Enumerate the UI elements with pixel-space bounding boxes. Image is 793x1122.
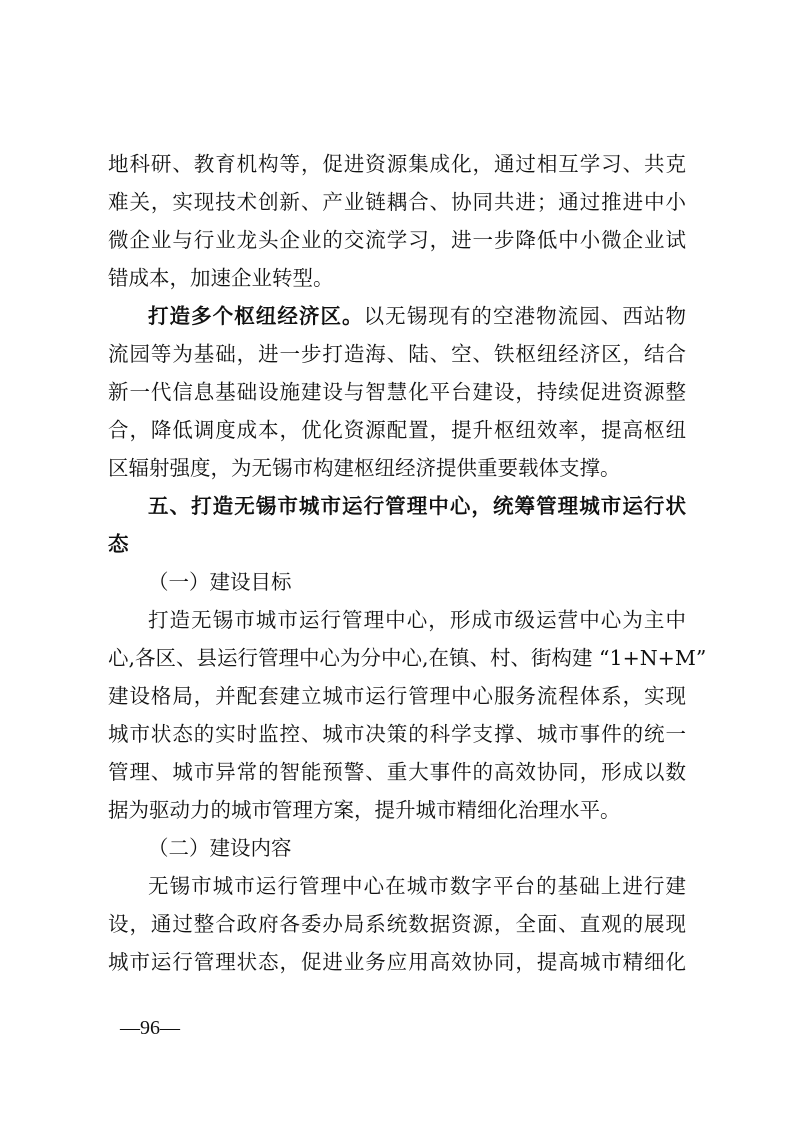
paragraph-first-line <box>148 304 686 328</box>
paragraph-line: 城市状态的实时监控、城市决策的科学支撑、城市事件的统一 <box>108 722 686 746</box>
section-heading-continued: 态 <box>108 532 129 556</box>
paragraph-line: 设，通过整合政府各委办局系统数据资源，全面、直观的展现 <box>108 912 686 936</box>
subheading-goals: （一）建设目标 <box>148 570 292 594</box>
paragraph-line: 建设格局，并配套建立城市运行管理中心服务流程体系，实现 <box>108 684 686 708</box>
section-heading: 五、打造无锡市城市运行管理中心，统筹管理城市运行状 <box>148 494 686 518</box>
paragraph-line: 合，降低调度成本，优化资源配置，提升枢纽效率，提高枢纽 <box>108 418 686 442</box>
paragraph-line: 管理、城市异常的智能预警、重大事件的高效协同，形成以数 <box>108 760 686 784</box>
paragraph-lead-bold: 打造多个枢纽经济区。 <box>148 304 364 328</box>
paragraph-line: 新一代信息基础设施建设与智慧化平台建设，持续促进资源整 <box>108 380 686 404</box>
paragraph-line: 城市运行管理状态，促进业务应用高效协同，提高城市精细化 <box>108 950 686 974</box>
paragraph-line: 流园等为基础，进一步打造海、陆、空、铁枢纽经济区，结合 <box>108 342 686 366</box>
paragraph-line-rest: 以无锡现有的空港物流园、西站物 <box>363 304 686 328</box>
paragraph-line: 区辐射强度，为无锡市构建枢纽经济提供重要载体支撑。 <box>108 456 621 480</box>
paragraph-line: 据为驱动力的城市管理方案，提升城市精细化治理水平。 <box>108 798 621 822</box>
paragraph-line: 无锡市城市运行管理中心在城市数字平台的基础上进行建 <box>148 874 686 898</box>
paragraph-line: 微企业与行业龙头企业的交流学习，进一步降低中小微企业试 <box>108 228 686 252</box>
paragraph-line: 难关，实现技术创新、产业链耦合、协同共进；通过推进中小 <box>108 190 686 214</box>
paragraph-line: 打造无锡市城市运行管理中心，形成市级运营中心为主中 <box>148 608 686 632</box>
paragraph-line: 心,各区、县运行管理中心为分中心,在镇、村、街构建 “1+N+M” <box>108 646 707 670</box>
paragraph-line: 错成本，加速企业转型。 <box>108 266 334 290</box>
paragraph-line: 地科研、教育机构等，促进资源集成化，通过相互学习、共克 <box>108 152 686 176</box>
subheading-content: （二）建设内容 <box>148 836 292 860</box>
page-number: —96— <box>120 1017 180 1039</box>
